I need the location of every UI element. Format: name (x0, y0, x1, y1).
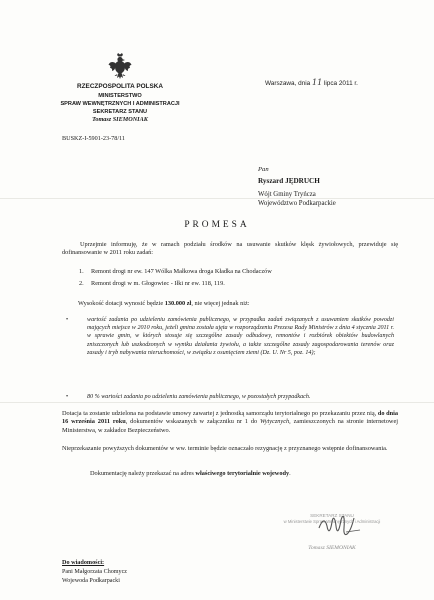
fold-line (0, 402, 434, 403)
reference-number: BUSKZ-I-5901-23-78/11 (62, 135, 126, 142)
recipient-name: Ryszard JĘDRUCH (258, 177, 320, 185)
handwritten-day: 11 (312, 78, 323, 87)
letterhead-ministry-full: SPRAW WEWNĘTRZNYCH I ADMINISTRACJI (60, 101, 180, 107)
task-item: 1. Remont drogi nr ew. 147 Wólka Małkowa droga Kładka na Chodaczów (79, 268, 272, 275)
letterhead-ministry: MINISTERSTWO (98, 93, 142, 99)
fold-line (0, 198, 434, 199)
intro-paragraph: Uprzejmie informuję, że w ramach podziału środków na usuwanie skutków klęsk żywiołowych, przewiduje się dofinansowanie w 2011 roku zadań: (62, 241, 398, 257)
eagle-emblem-icon (108, 52, 132, 80)
document-title: PROMESA (184, 220, 250, 230)
submission-paragraph: Dokumentację należy przekazać na adres właściwego terytorialnie wojewody. (90, 470, 291, 477)
task-item: 2. Remont drogi w m. Głogowiec - Iłki nr ew. 118, 119. (79, 280, 225, 287)
bullet-item: 80 % wartości zadania po udzieleniu zamówienia publicznego, w pozostałych przypadkach. (87, 394, 311, 400)
letterhead-country: RZECZPOSPOLITA POLSKA (77, 83, 163, 90)
recipient-salutation: Pan (258, 166, 269, 173)
cc-label: Do wiadomości: (62, 559, 105, 566)
recipient-region: Województwo Podkarpackie (258, 200, 336, 207)
amount-value: 130.000 zł (164, 300, 192, 307)
cc-recipient-position: Wojewoda Podkarpacki (62, 578, 120, 584)
handwritten-signature (316, 508, 362, 548)
amount-line: Wysokość dotacji wynosić będzie 130.000 zł, nie więcej jednak niż: (78, 300, 250, 307)
conditions-paragraph: Dotacja ta zostanie udzielona na podstawie umowy zawartej z jednostką samorządu terytorialnego po przekazaniu przez nią, do dnia 16 września 2011 roku, dokumentów wskazanych w załączniku nr 1 do Wytycznych, zamieszczonych na stronie internetowej Ministerstwa, w zakładce Bezpieczeństwo. (62, 410, 398, 434)
place-date: Warszawa, dnia 11 lipca 2011 r. (265, 78, 358, 87)
recipient-position: Wójt Gminy Tryńcza (258, 191, 316, 198)
bullet-marker: • (66, 394, 69, 400)
cc-recipient-name: Pani Małgorzata Chomycz (62, 569, 127, 575)
resignation-paragraph: Nieprzekazanie powyższych dokumentów w ww. terminie będzie oznaczało rezygnację z przyznanego wstępnie dofinansowania. (62, 445, 388, 452)
letterhead-secretary: Tomasz SIEMONIAK (92, 116, 148, 123)
bullet-marker: • (66, 317, 69, 323)
signature-stamp: SEKRETARZ STANU w Ministerstwie Spraw Wewnętrznych i Administracji (283, 513, 381, 524)
letterhead-office: SEKRETARZ STANU (92, 109, 148, 115)
signatory-name: Tomasz SIEMONIAK (308, 545, 356, 551)
bullet-item: wartość zadania po udzieleniu zamówienia publicznego, w przypadku zadań związanych z usuwaniem skutków powodzi mających miejsce w 2010 roku, jeżeli gmina została ujęta w rozporządzeniu Prezesa Rady Ministrów z dnia 4 stycznia 2011 r. w sprawie gmin, w których stosuje się szczególne zasady odbudowy, remontów i rozbiórek obiektów budowlanych zniszczonych lub uszkodzonych w wyniku działania żywiołu, a także szczególne zasady zagospodarowania terenów oraz zasady i tryb nabywania nieruchomości, w związku z osunięciem ziemi (Dz. U. Nr 5, poz. 14); (87, 317, 394, 356)
